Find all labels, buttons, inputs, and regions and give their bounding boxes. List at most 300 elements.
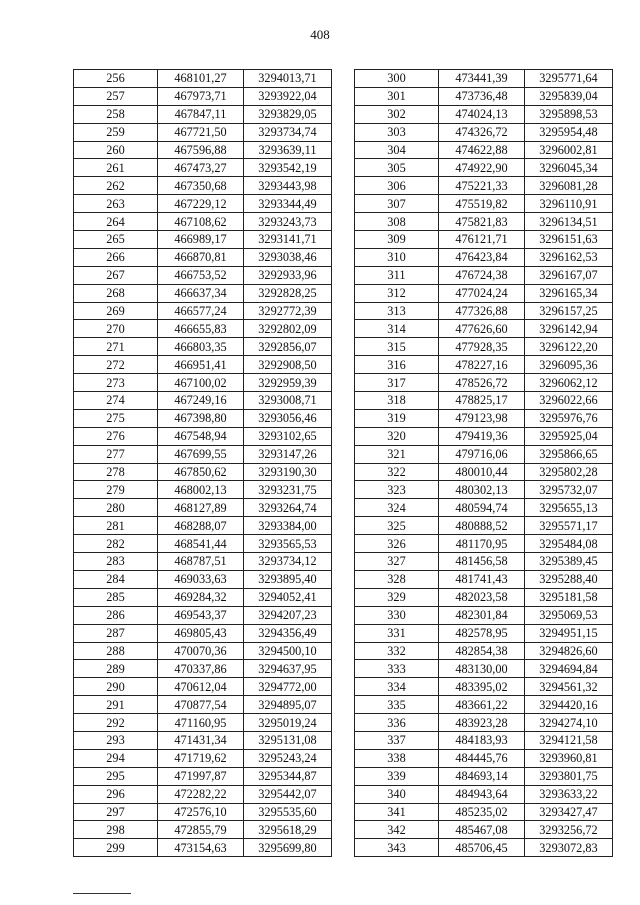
x-coordinate-cell: 469284,32 [158,588,244,606]
table-row [74,642,332,660]
point-number-cell: 288 [74,642,158,660]
y-coordinate-cell: 3295866,65 [525,445,613,463]
y-coordinate-cell: 3296151,63 [525,231,613,249]
y-coordinate-cell: 3295925,04 [525,427,613,445]
y-coordinate-cell: 3292908,50 [244,356,332,374]
point-number-cell: 309 [355,231,439,249]
table-row [74,570,332,588]
y-coordinate-cell: 3294637,95 [244,660,332,678]
x-coordinate-cell: 483130,00 [439,660,525,678]
point-number-cell: 261 [74,159,158,177]
y-coordinate-cell: 3295954,48 [525,123,613,141]
y-coordinate-cell: 3293801,75 [525,767,613,785]
y-coordinate-cell: 3295976,76 [525,409,613,427]
point-number-cell: 315 [355,338,439,356]
x-coordinate-cell: 480010,44 [439,463,525,481]
x-coordinate-cell: 475821,83 [439,213,525,231]
x-coordinate-cell: 473154,63 [158,839,244,857]
table-row [74,195,332,213]
table-row [355,821,613,839]
y-coordinate-cell: 3293734,12 [244,553,332,571]
table-row [355,839,613,857]
x-coordinate-cell: 470877,54 [158,696,244,714]
y-coordinate-cell: 3296157,25 [525,302,613,320]
point-number-cell: 270 [74,320,158,338]
y-coordinate-cell: 3292959,39 [244,374,332,392]
point-number-cell: 263 [74,195,158,213]
table-row [355,123,613,141]
point-number-cell: 287 [74,624,158,642]
x-coordinate-cell: 472576,10 [158,803,244,821]
x-coordinate-cell: 482023,58 [439,588,525,606]
table-row [74,624,332,642]
table-row [355,749,613,767]
y-coordinate-cell: 3296165,34 [525,284,613,302]
point-number-cell: 334 [355,678,439,696]
x-coordinate-cell: 466577,24 [158,302,244,320]
y-coordinate-cell: 3296110,91 [525,195,613,213]
y-coordinate-cell: 3293056,46 [244,409,332,427]
table-row [74,517,332,535]
table-row [74,588,332,606]
point-number-cell: 262 [74,177,158,195]
table-row [355,141,613,159]
table-row [355,231,613,249]
y-coordinate-cell: 3295442,07 [244,785,332,803]
table-row [74,338,332,356]
y-coordinate-cell: 3294561,32 [525,678,613,696]
x-coordinate-cell: 473736,48 [439,87,525,105]
table-row [74,749,332,767]
y-coordinate-cell: 3293633,22 [525,785,613,803]
point-number-cell: 292 [74,714,158,732]
table-row [355,553,613,571]
x-coordinate-cell: 474024,13 [439,105,525,123]
x-coordinate-cell: 472855,79 [158,821,244,839]
x-coordinate-cell: 466637,34 [158,284,244,302]
y-coordinate-cell: 3296045,34 [525,159,613,177]
y-coordinate-cell: 3294694,84 [525,660,613,678]
table-row [355,570,613,588]
y-coordinate-cell: 3293190,30 [244,463,332,481]
y-coordinate-cell: 3295344,87 [244,767,332,785]
y-coordinate-cell: 3295389,45 [525,553,613,571]
point-number-cell: 289 [74,660,158,678]
x-coordinate-cell: 480302,13 [439,481,525,499]
x-coordinate-cell: 468127,89 [158,499,244,517]
x-coordinate-cell: 471431,34 [158,731,244,749]
point-number-cell: 303 [355,123,439,141]
table-row [355,284,613,302]
table-row [355,338,613,356]
table-row [355,105,613,123]
y-coordinate-cell: 3296022,66 [525,392,613,410]
point-number-cell: 302 [355,105,439,123]
point-number-cell: 285 [74,588,158,606]
table-row [355,195,613,213]
page-number: 408 [310,27,330,42]
x-coordinate-cell: 467473,27 [158,159,244,177]
x-coordinate-cell: 467721,50 [158,123,244,141]
x-coordinate-cell: 471160,95 [158,714,244,732]
y-coordinate-cell: 3292772,39 [244,302,332,320]
table-row [74,696,332,714]
x-coordinate-cell: 484693,14 [439,767,525,785]
point-number-cell: 306 [355,177,439,195]
x-coordinate-cell: 482578,95 [439,624,525,642]
y-coordinate-cell: 3296081,28 [525,177,613,195]
table-row [74,463,332,481]
table-row [355,213,613,231]
x-coordinate-cell: 476423,84 [439,248,525,266]
x-coordinate-cell: 482854,38 [439,642,525,660]
x-coordinate-cell: 477326,88 [439,302,525,320]
x-coordinate-cell: 484445,76 [439,749,525,767]
x-coordinate-cell: 483395,02 [439,678,525,696]
point-number-cell: 256 [74,70,158,88]
x-coordinate-cell: 469543,37 [158,606,244,624]
point-number-cell: 342 [355,821,439,839]
table-row [355,427,613,445]
point-number-cell: 337 [355,731,439,749]
point-number-cell: 275 [74,409,158,427]
x-coordinate-cell: 475519,82 [439,195,525,213]
table-row [355,714,613,732]
y-coordinate-cell: 3293102,65 [244,427,332,445]
point-number-cell: 313 [355,302,439,320]
x-coordinate-cell: 467973,71 [158,87,244,105]
point-number-cell: 268 [74,284,158,302]
table-row [74,678,332,696]
y-coordinate-cell: 3295839,04 [525,87,613,105]
point-number-cell: 304 [355,141,439,159]
y-coordinate-cell: 3295535,60 [244,803,332,821]
x-coordinate-cell: 474922,90 [439,159,525,177]
y-coordinate-cell: 3293427,47 [525,803,613,821]
y-coordinate-cell: 3296062,12 [525,374,613,392]
point-number-cell: 307 [355,195,439,213]
y-coordinate-cell: 3294207,23 [244,606,332,624]
y-coordinate-cell: 3293922,04 [244,87,332,105]
point-number-cell: 336 [355,714,439,732]
x-coordinate-cell: 478526,72 [439,374,525,392]
point-number-cell: 264 [74,213,158,231]
table-row [74,320,332,338]
point-number-cell: 320 [355,427,439,445]
x-coordinate-cell: 479419,36 [439,427,525,445]
point-number-cell: 259 [74,123,158,141]
y-coordinate-cell: 3292828,25 [244,284,332,302]
x-coordinate-cell: 466989,17 [158,231,244,249]
y-coordinate-cell: 3295181,58 [525,588,613,606]
point-number-cell: 317 [355,374,439,392]
point-number-cell: 300 [355,70,439,88]
point-number-cell: 299 [74,839,158,857]
x-coordinate-cell: 470070,36 [158,642,244,660]
table-row [355,660,613,678]
table-row [355,87,613,105]
table-row [355,248,613,266]
y-coordinate-cell: 3295898,53 [525,105,613,123]
table-row [355,624,613,642]
x-coordinate-cell: 467398,80 [158,409,244,427]
table-row [355,642,613,660]
y-coordinate-cell: 3295732,07 [525,481,613,499]
point-number-cell: 286 [74,606,158,624]
table-row [355,517,613,535]
x-coordinate-cell: 475221,33 [439,177,525,195]
y-coordinate-cell: 3294274,10 [525,714,613,732]
table-row [74,427,332,445]
y-coordinate-cell: 3294772,00 [244,678,332,696]
y-coordinate-cell: 3292933,96 [244,266,332,284]
table-row [74,231,332,249]
point-number-cell: 276 [74,427,158,445]
y-coordinate-cell: 3294500,10 [244,642,332,660]
y-coordinate-cell: 3295618,29 [244,821,332,839]
y-coordinate-cell: 3293960,81 [525,749,613,767]
point-number-cell: 311 [355,266,439,284]
point-number-cell: 280 [74,499,158,517]
table-row [355,499,613,517]
table-row [74,392,332,410]
point-number-cell: 258 [74,105,158,123]
x-coordinate-cell: 481741,43 [439,570,525,588]
point-number-cell: 328 [355,570,439,588]
footnote-rule [73,893,131,894]
y-coordinate-cell: 3296162,53 [525,248,613,266]
table-row [74,821,332,839]
point-number-cell: 282 [74,535,158,553]
y-coordinate-cell: 3293443,98 [244,177,332,195]
table-row [74,141,332,159]
table-row [355,678,613,696]
y-coordinate-cell: 3295699,80 [244,839,332,857]
x-coordinate-cell: 467548,94 [158,427,244,445]
y-coordinate-cell: 3294121,58 [525,731,613,749]
table-row [74,535,332,553]
x-coordinate-cell: 481456,58 [439,553,525,571]
x-coordinate-cell: 483661,22 [439,696,525,714]
table-row [74,409,332,427]
table-row [355,392,613,410]
x-coordinate-cell: 473441,39 [439,70,525,88]
x-coordinate-cell: 485706,45 [439,839,525,857]
point-number-cell: 266 [74,248,158,266]
x-coordinate-cell: 482301,84 [439,606,525,624]
table-row [74,213,332,231]
x-coordinate-cell: 476121,71 [439,231,525,249]
point-number-cell: 333 [355,660,439,678]
x-coordinate-cell: 479716,06 [439,445,525,463]
table-row [74,714,332,732]
x-coordinate-cell: 472282,22 [158,785,244,803]
table-row [355,70,613,88]
table-row [355,696,613,714]
x-coordinate-cell: 485235,02 [439,803,525,821]
table-row [74,105,332,123]
x-coordinate-cell: 466655,83 [158,320,244,338]
point-number-cell: 272 [74,356,158,374]
table-row [74,481,332,499]
y-coordinate-cell: 3293147,26 [244,445,332,463]
point-number-cell: 271 [74,338,158,356]
y-coordinate-cell: 3296142,94 [525,320,613,338]
point-number-cell: 308 [355,213,439,231]
x-coordinate-cell: 468002,13 [158,481,244,499]
point-number-cell: 274 [74,392,158,410]
x-coordinate-cell: 467108,62 [158,213,244,231]
point-number-cell: 319 [355,409,439,427]
x-coordinate-cell: 467229,12 [158,195,244,213]
point-number-cell: 277 [74,445,158,463]
x-coordinate-cell: 478227,16 [439,356,525,374]
y-coordinate-cell: 3294013,71 [244,70,332,88]
point-number-cell: 323 [355,481,439,499]
point-number-cell: 341 [355,803,439,821]
table-row [74,70,332,88]
table-row [355,374,613,392]
y-coordinate-cell: 3293639,11 [244,141,332,159]
table-row [74,499,332,517]
point-number-cell: 257 [74,87,158,105]
y-coordinate-cell: 3294356,49 [244,624,332,642]
point-number-cell: 279 [74,481,158,499]
y-coordinate-cell: 3295131,08 [244,731,332,749]
y-coordinate-cell: 3293829,05 [244,105,332,123]
y-coordinate-cell: 3293542,19 [244,159,332,177]
x-coordinate-cell: 484183,93 [439,731,525,749]
x-coordinate-cell: 467847,11 [158,105,244,123]
x-coordinate-cell: 480888,52 [439,517,525,535]
y-coordinate-cell: 3293231,75 [244,481,332,499]
x-coordinate-cell: 467350,68 [158,177,244,195]
x-coordinate-cell: 467596,88 [158,141,244,159]
y-coordinate-cell: 3293243,73 [244,213,332,231]
point-number-cell: 322 [355,463,439,481]
table-row [355,767,613,785]
x-coordinate-cell: 485467,08 [439,821,525,839]
y-coordinate-cell: 3292856,07 [244,338,332,356]
x-coordinate-cell: 469033,63 [158,570,244,588]
point-number-cell: 314 [355,320,439,338]
x-coordinate-cell: 468541,44 [158,535,244,553]
point-number-cell: 326 [355,535,439,553]
x-coordinate-cell: 480594,74 [439,499,525,517]
point-number-cell: 284 [74,570,158,588]
table-row [355,785,613,803]
point-number-cell: 324 [355,499,439,517]
y-coordinate-cell: 3293264,74 [244,499,332,517]
table-row [355,588,613,606]
y-coordinate-cell: 3295019,24 [244,714,332,732]
x-coordinate-cell: 479123,98 [439,409,525,427]
table-row [355,463,613,481]
y-coordinate-cell: 3293256,72 [525,821,613,839]
table-row [74,356,332,374]
point-number-cell: 297 [74,803,158,821]
point-number-cell: 283 [74,553,158,571]
y-coordinate-cell: 3295484,08 [525,535,613,553]
x-coordinate-cell: 469805,43 [158,624,244,642]
table-row [355,159,613,177]
x-coordinate-cell: 478825,17 [439,392,525,410]
point-number-cell: 321 [355,445,439,463]
table-row [74,284,332,302]
y-coordinate-cell: 3294951,15 [525,624,613,642]
point-number-cell: 318 [355,392,439,410]
table-row [74,266,332,284]
x-coordinate-cell: 466870,81 [158,248,244,266]
x-coordinate-cell: 477928,35 [439,338,525,356]
table-row [74,785,332,803]
y-coordinate-cell: 3294895,07 [244,696,332,714]
table-row [355,409,613,427]
y-coordinate-cell: 3296002,81 [525,141,613,159]
x-coordinate-cell: 484943,64 [439,785,525,803]
y-coordinate-cell: 3296167,07 [525,266,613,284]
point-number-cell: 265 [74,231,158,249]
y-coordinate-cell: 3293344,49 [244,195,332,213]
point-number-cell: 331 [355,624,439,642]
y-coordinate-cell: 3296122,20 [525,338,613,356]
x-coordinate-cell: 470612,04 [158,678,244,696]
y-coordinate-cell: 3296134,51 [525,213,613,231]
point-number-cell: 312 [355,284,439,302]
table-row [355,535,613,553]
x-coordinate-cell: 468787,51 [158,553,244,571]
point-number-cell: 273 [74,374,158,392]
point-number-cell: 298 [74,821,158,839]
x-coordinate-cell: 467699,55 [158,445,244,463]
table-row [74,445,332,463]
x-coordinate-cell: 467850,62 [158,463,244,481]
table-row [355,302,613,320]
x-coordinate-cell: 466951,41 [158,356,244,374]
table-row [74,374,332,392]
table-row [74,731,332,749]
y-coordinate-cell: 3293141,71 [244,231,332,249]
point-number-cell: 296 [74,785,158,803]
table-row [74,553,332,571]
point-number-cell: 330 [355,606,439,624]
y-coordinate-cell: 3294420,16 [525,696,613,714]
x-coordinate-cell: 476724,38 [439,266,525,284]
x-coordinate-cell: 471997,87 [158,767,244,785]
point-number-cell: 327 [355,553,439,571]
table-row [355,606,613,624]
table-row [355,356,613,374]
x-coordinate-cell: 467100,02 [158,374,244,392]
coordinates-table-left [73,69,332,857]
point-number-cell: 332 [355,642,439,660]
x-coordinate-cell: 477626,60 [439,320,525,338]
point-number-cell: 291 [74,696,158,714]
x-coordinate-cell: 477024,24 [439,284,525,302]
point-number-cell: 339 [355,767,439,785]
y-coordinate-cell: 3295243,24 [244,749,332,767]
table-row [74,803,332,821]
coordinates-table-right [354,69,613,857]
x-coordinate-cell: 483923,28 [439,714,525,732]
x-coordinate-cell: 470337,86 [158,660,244,678]
table-row [74,660,332,678]
point-number-cell: 269 [74,302,158,320]
x-coordinate-cell: 468288,07 [158,517,244,535]
y-coordinate-cell: 3296095,36 [525,356,613,374]
x-coordinate-cell: 481170,95 [439,535,525,553]
table-row [355,320,613,338]
